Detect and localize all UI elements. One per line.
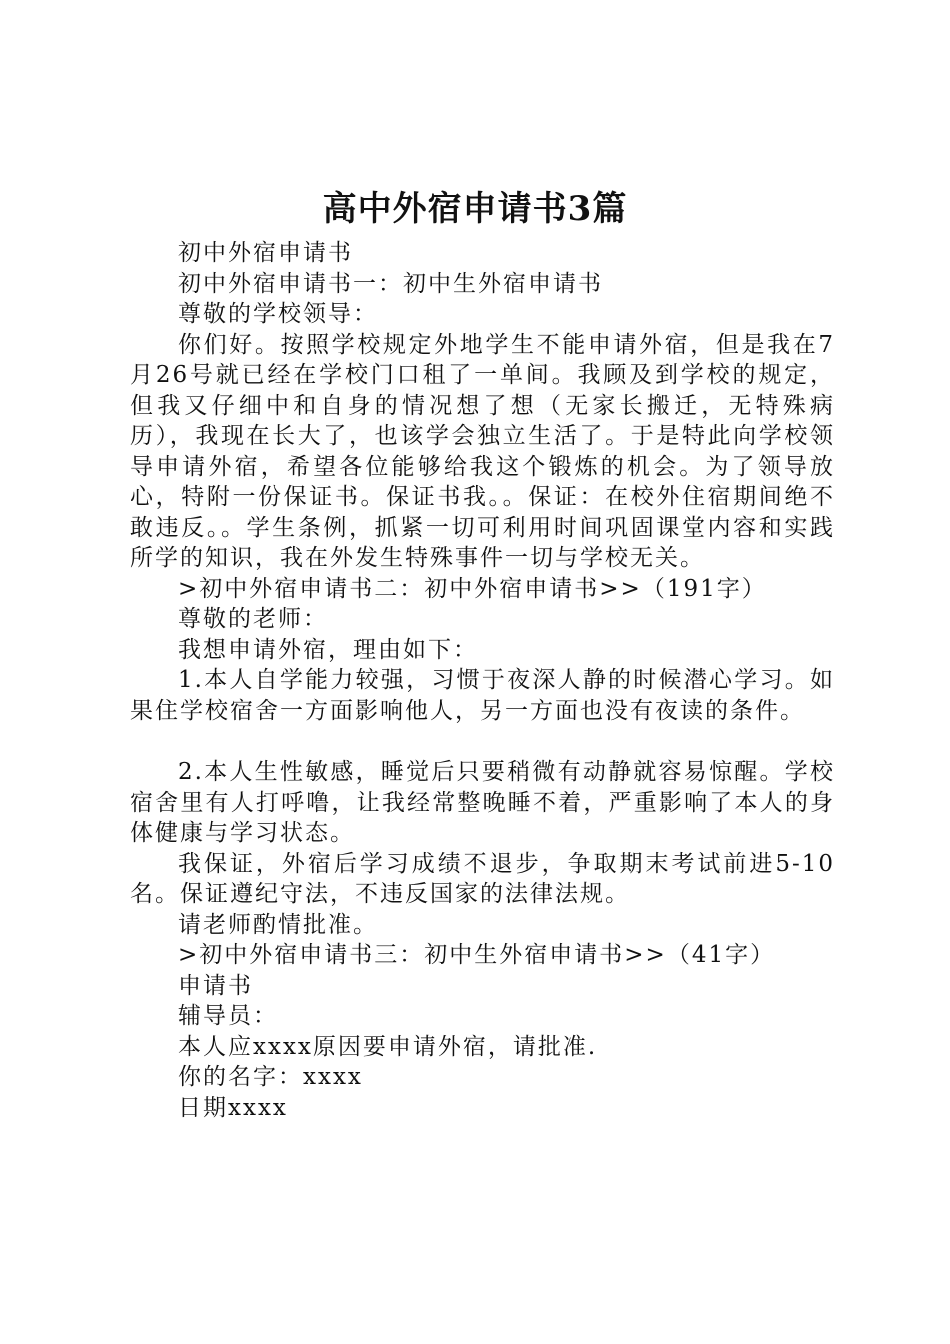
paragraph-reasons-intro: 我想申请外宿，理由如下： xyxy=(178,636,478,663)
document-title: 高中外宿申请书3篇 xyxy=(322,189,628,229)
paragraph-letter-three-body: 本人应xxxx原因要申请外宿，请批准. xyxy=(178,1033,598,1060)
paragraph-letter-one-body: 你们好。按照学校规定外地学生不能申请外宿，但是我在7月26号就已经在学校门口租了一单间。我顾及到学校的规定，但我又仔细中和自身的情况想了想（无家长搬迁，无特殊病历），我现在长大了，也该学会独立生活了。于是特此向学校领导申请外宿，希望各位能够给我这个锻炼的机会。为了领导放心，特附一份保证书。保证书我。。保证：在校外住宿期间绝不敢违反。。学生条例，抓紧一切可利用时间巩固课堂内容和实践所学的知识，我在外发生特殊事件一切与学校无关。 xyxy=(130,331,835,571)
paragraph-reason-one: 1.本人自学能力较强，习惯于夜深人静的时候潜心学习。如果住学校宿舍一方面影响他人，另一方面也没有夜读的条件。 xyxy=(130,667,835,724)
paragraph-spacer xyxy=(130,726,835,757)
paragraph-letter-three-title: >初中外宿申请书三：初中生外宿申请书>>（41字） xyxy=(178,942,776,968)
paragraph-letter-two-title: >初中外宿申请书二：初中外宿申请书>>（191字） xyxy=(178,575,767,602)
document-body xyxy=(130,238,835,1123)
paragraph-guarantee: 我保证，外宿后学习成绩不退步，争取期末考试前进5-10名。保证遵纪守法，不违反国家的法律法规。 xyxy=(130,850,835,907)
paragraph-section-heading: 初中外宿申请书 xyxy=(178,240,353,266)
paragraph-application-heading: 申请书 xyxy=(178,972,253,999)
paragraph-signature-name: 你的名字：xxxx xyxy=(178,1064,363,1090)
paragraph-salutation-leaders: 尊敬的学校领导： xyxy=(178,301,378,327)
paragraph-salutation-teacher: 尊敬的老师： xyxy=(178,606,328,632)
paragraph-signature-date: 日期xxxx xyxy=(178,1094,288,1121)
paragraph-reason-two: 2.本人生性敏感，睡觉后只要稍微有动静就容易惊醒。学校宿舍里有人打呼噜，让我经常整晚睡不着，严重影响了本人的身体健康与学习状态。 xyxy=(130,759,835,846)
paragraph-request-approval: 请老师酌情批准。 xyxy=(178,911,378,938)
paragraph-letter-one-title: 初中外宿申请书一：初中生外宿申请书 xyxy=(178,270,603,297)
paragraph-salutation-counselor: 辅导员： xyxy=(178,1003,278,1029)
